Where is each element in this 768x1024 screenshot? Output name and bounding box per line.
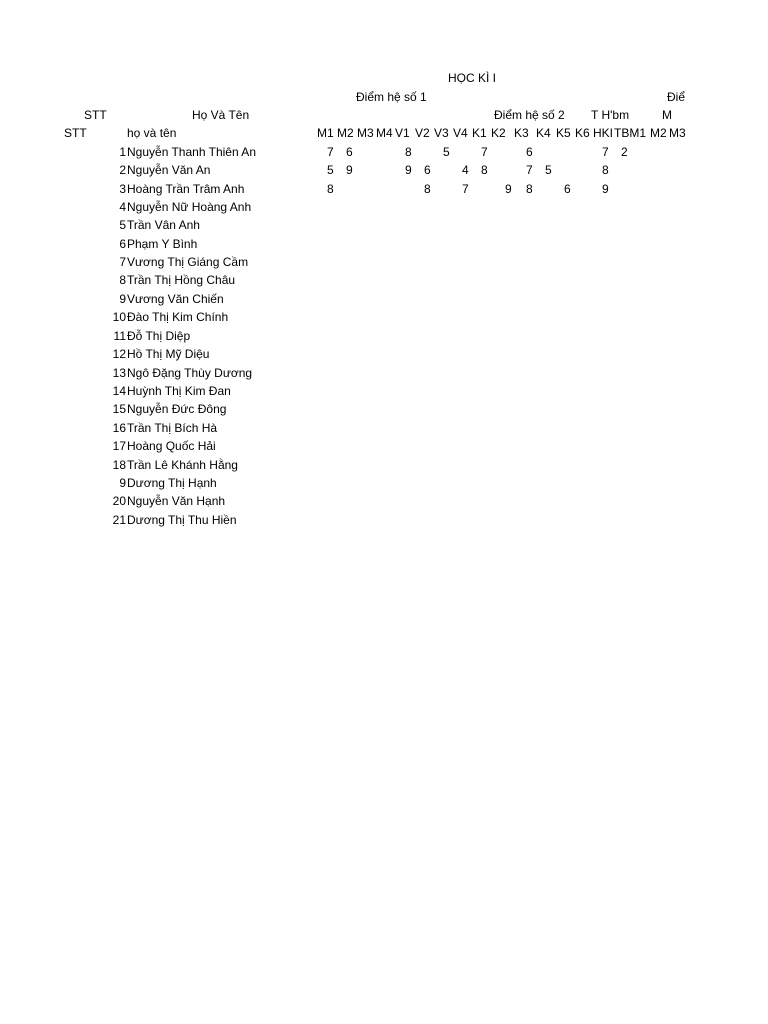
student-name: Trần Thị Bích Hà [127,421,218,435]
student-name: Đào Thị Kim Chính [127,310,229,324]
student-name: Nguyễn Đức Đông [127,402,227,416]
stt-header-lower: STT [64,126,87,140]
student-stt: 4 [119,200,126,214]
score-cell: 2 [621,145,628,159]
col-header-tbm1: TBM1 [614,126,647,140]
student-stt: 13 [112,366,126,380]
term-title: HỌC KÌ I [448,71,497,85]
student-name: Nguyễn Nữ Hoàng Anh [127,200,252,214]
score-cell: 8 [424,182,431,196]
student-name: Đỗ Thị Diệp [127,329,191,343]
student-stt: 10 [112,310,126,324]
student-stt: 20 [112,494,126,508]
col-header-m3: M3 [357,126,374,140]
score-cell: 9 [405,163,412,177]
score-cell: 5 [327,163,334,177]
score-cell: 8 [481,163,488,177]
score-cell: 5 [545,163,552,177]
col-header-v4: V4 [453,126,468,140]
score-cell: 9 [602,182,609,196]
score-cell: 6 [346,145,353,159]
student-name: Nguyễn Văn Hạnh [127,494,226,508]
col-header-k3: K3 [514,126,529,140]
student-stt: 7 [119,255,126,269]
diem-header-cut: Điể [667,90,686,104]
student-stt: 11 [113,329,126,343]
score-cell: 9 [505,182,512,196]
col-header-k4: K4 [536,126,551,140]
student-name: Trần Thị Hồng Châu [127,273,236,287]
col-header-m2b: M2 [650,126,667,140]
student-stt: 5 [119,218,126,232]
student-name: Vương Thị Giáng Cầm [127,255,249,269]
col-header-m2: M2 [337,126,354,140]
student-name: Ngô Đặng Thùy Dương [127,366,253,380]
score-cell: 7 [602,145,609,159]
coef2-header: Điểm hệ số 2 [494,108,565,122]
student-stt: 14 [112,384,126,398]
student-stt: 15 [112,402,126,416]
student-name: Hoàng Quốc Hải [127,439,216,453]
student-name: Trần Lê Khánh Hằng [127,458,238,472]
score-cell: 8 [405,145,412,159]
student-stt: 1 [119,145,126,159]
student-stt: 9 [119,476,126,490]
student-stt: 2 [119,163,126,177]
thbm-header: T H'bm [591,108,630,122]
col-header-k5: K5 [556,126,571,140]
student-stt: 18 [112,458,126,472]
col-header-k2: K2 [491,126,506,140]
student-stt: 6 [119,237,126,251]
coef1-header: Điểm hệ số 1 [356,90,427,104]
score-cell: 7 [481,145,488,159]
student-name: Dương Thị Thu Hiền [127,513,237,527]
score-cell: 6 [424,163,431,177]
stt-header-upper: STT [84,108,107,122]
student-name: Phạm Y Bình [127,237,198,251]
col-header-m4: M4 [376,126,393,140]
student-stt: 8 [119,273,126,287]
col-header-v3: V3 [434,126,449,140]
student-name: Hồ Thị Mỹ Diệu [127,347,210,361]
name-header-lower: họ và tên [127,126,177,140]
name-header-upper: Họ Và Tên [192,108,250,122]
col-header-k1: K1 [472,126,487,140]
student-name: Huỳnh Thị Kim Đan [127,384,231,398]
student-name: Nguyễn Thanh Thiên An [127,145,256,159]
col-header-m3b: M3 [669,126,686,140]
score-cell: 6 [526,145,533,159]
col-header-m1: M1 [317,126,334,140]
score-cell: 7 [327,145,334,159]
student-stt: 9 [119,292,126,306]
col-header-v2: V2 [415,126,430,140]
score-cell: 8 [526,182,533,196]
score-cell: 8 [327,182,334,196]
student-stt: 3 [119,182,126,196]
score-cell: 7 [462,182,469,196]
student-name: Nguyễn Văn An [127,163,211,177]
score-cell: 7 [526,163,533,177]
col-header-k6: K6 [575,126,590,140]
col-header-hki: HKI [593,126,614,140]
score-cell: 6 [564,182,571,196]
score-cell: 4 [462,163,469,177]
student-name: Hoàng Trần Trâm Anh [127,182,245,196]
student-stt: 17 [112,439,126,453]
student-stt: 16 [112,421,126,435]
student-stt: 21 [112,513,126,527]
col-header-v1: V1 [395,126,410,140]
m-header-upper: M [662,108,672,122]
score-cell: 9 [346,163,353,177]
student-stt: 12 [112,347,126,361]
score-cell: 8 [602,163,609,177]
student-name: Dương Thị Hạnh [127,476,217,490]
student-name: Trần Vân Anh [127,218,200,232]
student-name: Vương Văn Chiến [127,292,224,306]
score-cell: 5 [443,145,450,159]
